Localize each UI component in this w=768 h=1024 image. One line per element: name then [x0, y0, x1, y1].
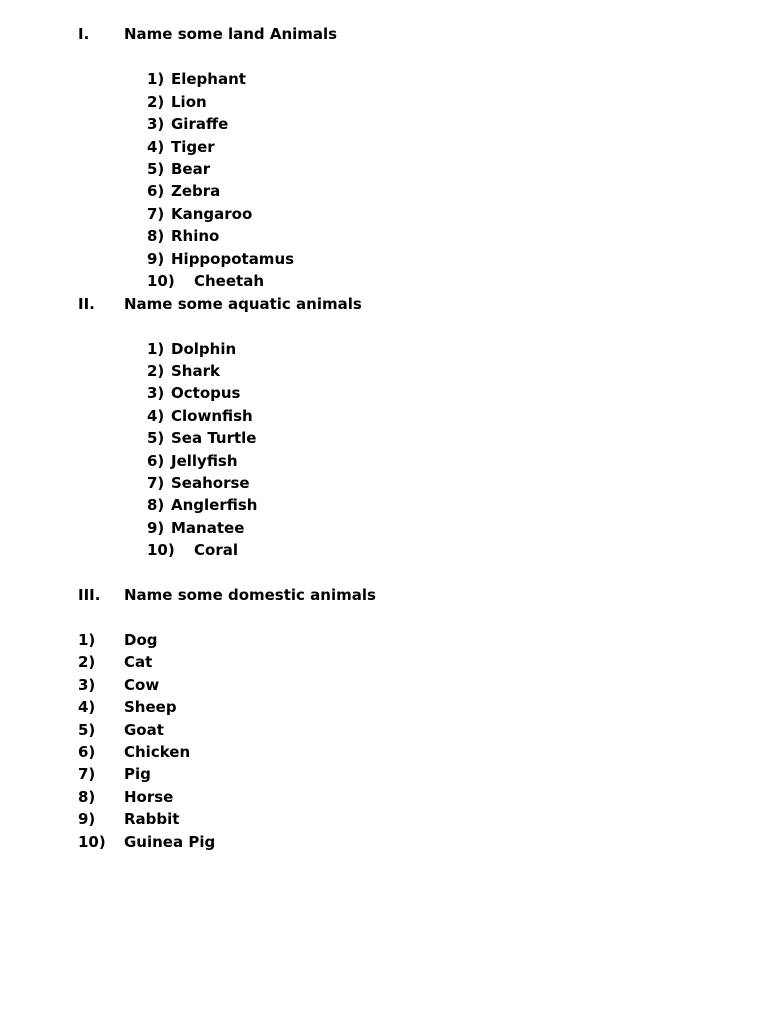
- item-number: 10): [147, 541, 175, 559]
- item-number: 2): [78, 653, 96, 671]
- item-text: Cat: [124, 653, 153, 671]
- item-number: 9): [147, 519, 165, 537]
- item-number: 8): [78, 788, 96, 806]
- item-number: 8): [147, 496, 165, 514]
- item-text: Goat: [124, 721, 164, 739]
- item-number: 10): [147, 272, 175, 290]
- item-number: 5): [78, 721, 96, 739]
- item-text: Guinea Pig: [124, 833, 216, 851]
- item-text: Chicken: [124, 743, 191, 761]
- item-number: 4): [147, 407, 165, 425]
- section-title: Name some domestic animals: [124, 586, 376, 604]
- section-title: Name some aquatic animals: [124, 295, 362, 313]
- item-text: Jellyfish: [171, 452, 238, 470]
- item-text: Elephant: [171, 70, 246, 88]
- item-number: 3): [147, 115, 165, 133]
- item-text: Giraffe: [171, 115, 229, 133]
- item-text: Cheetah: [194, 272, 265, 290]
- item-text: Rhino: [171, 227, 220, 245]
- item-number: 1): [147, 70, 165, 88]
- item-text: Tiger: [171, 138, 215, 156]
- item-number: 10): [78, 833, 106, 851]
- section-numeral: III.: [78, 586, 101, 604]
- item-text: Anglerfish: [171, 496, 258, 514]
- item-number: 3): [147, 384, 165, 402]
- item-number: 2): [147, 362, 165, 380]
- item-text: Horse: [124, 788, 174, 806]
- item-text: Bear: [171, 160, 211, 178]
- item-text: Hippopotamus: [171, 250, 295, 268]
- item-number: 6): [147, 452, 165, 470]
- section-title: Name some land Animals: [124, 25, 338, 43]
- item-number: 6): [78, 743, 96, 761]
- item-number: 6): [147, 182, 165, 200]
- item-text: Sheep: [124, 698, 177, 716]
- item-number: 7): [78, 765, 96, 783]
- item-number: 1): [147, 340, 165, 358]
- item-number: 7): [147, 474, 165, 492]
- item-number: 7): [147, 205, 165, 223]
- item-text: Dolphin: [171, 340, 237, 358]
- item-number: 8): [147, 227, 165, 245]
- item-text: Cow: [124, 676, 160, 694]
- item-text: Zebra: [171, 182, 221, 200]
- item-text: Sea Turtle: [171, 429, 257, 447]
- item-number: 1): [78, 631, 96, 649]
- item-number: 3): [78, 676, 96, 694]
- item-text: Kangaroo: [171, 205, 253, 223]
- item-text: Octopus: [171, 384, 241, 402]
- item-text: Lion: [171, 93, 207, 111]
- item-number: 5): [147, 160, 165, 178]
- item-text: Coral: [194, 541, 238, 559]
- item-number: 4): [147, 138, 165, 156]
- item-text: Dog: [124, 631, 158, 649]
- item-text: Seahorse: [171, 474, 250, 492]
- section-numeral: II.: [78, 295, 95, 313]
- item-number: 2): [147, 93, 165, 111]
- item-number: 5): [147, 429, 165, 447]
- item-number: 9): [78, 810, 96, 828]
- item-text: Rabbit: [124, 810, 180, 828]
- item-number: 4): [78, 698, 96, 716]
- item-text: Pig: [124, 765, 151, 783]
- item-text: Manatee: [171, 519, 245, 537]
- item-text: Clownfish: [171, 407, 253, 425]
- item-text: Shark: [171, 362, 220, 380]
- section-numeral: I.: [78, 25, 90, 43]
- item-number: 9): [147, 250, 165, 268]
